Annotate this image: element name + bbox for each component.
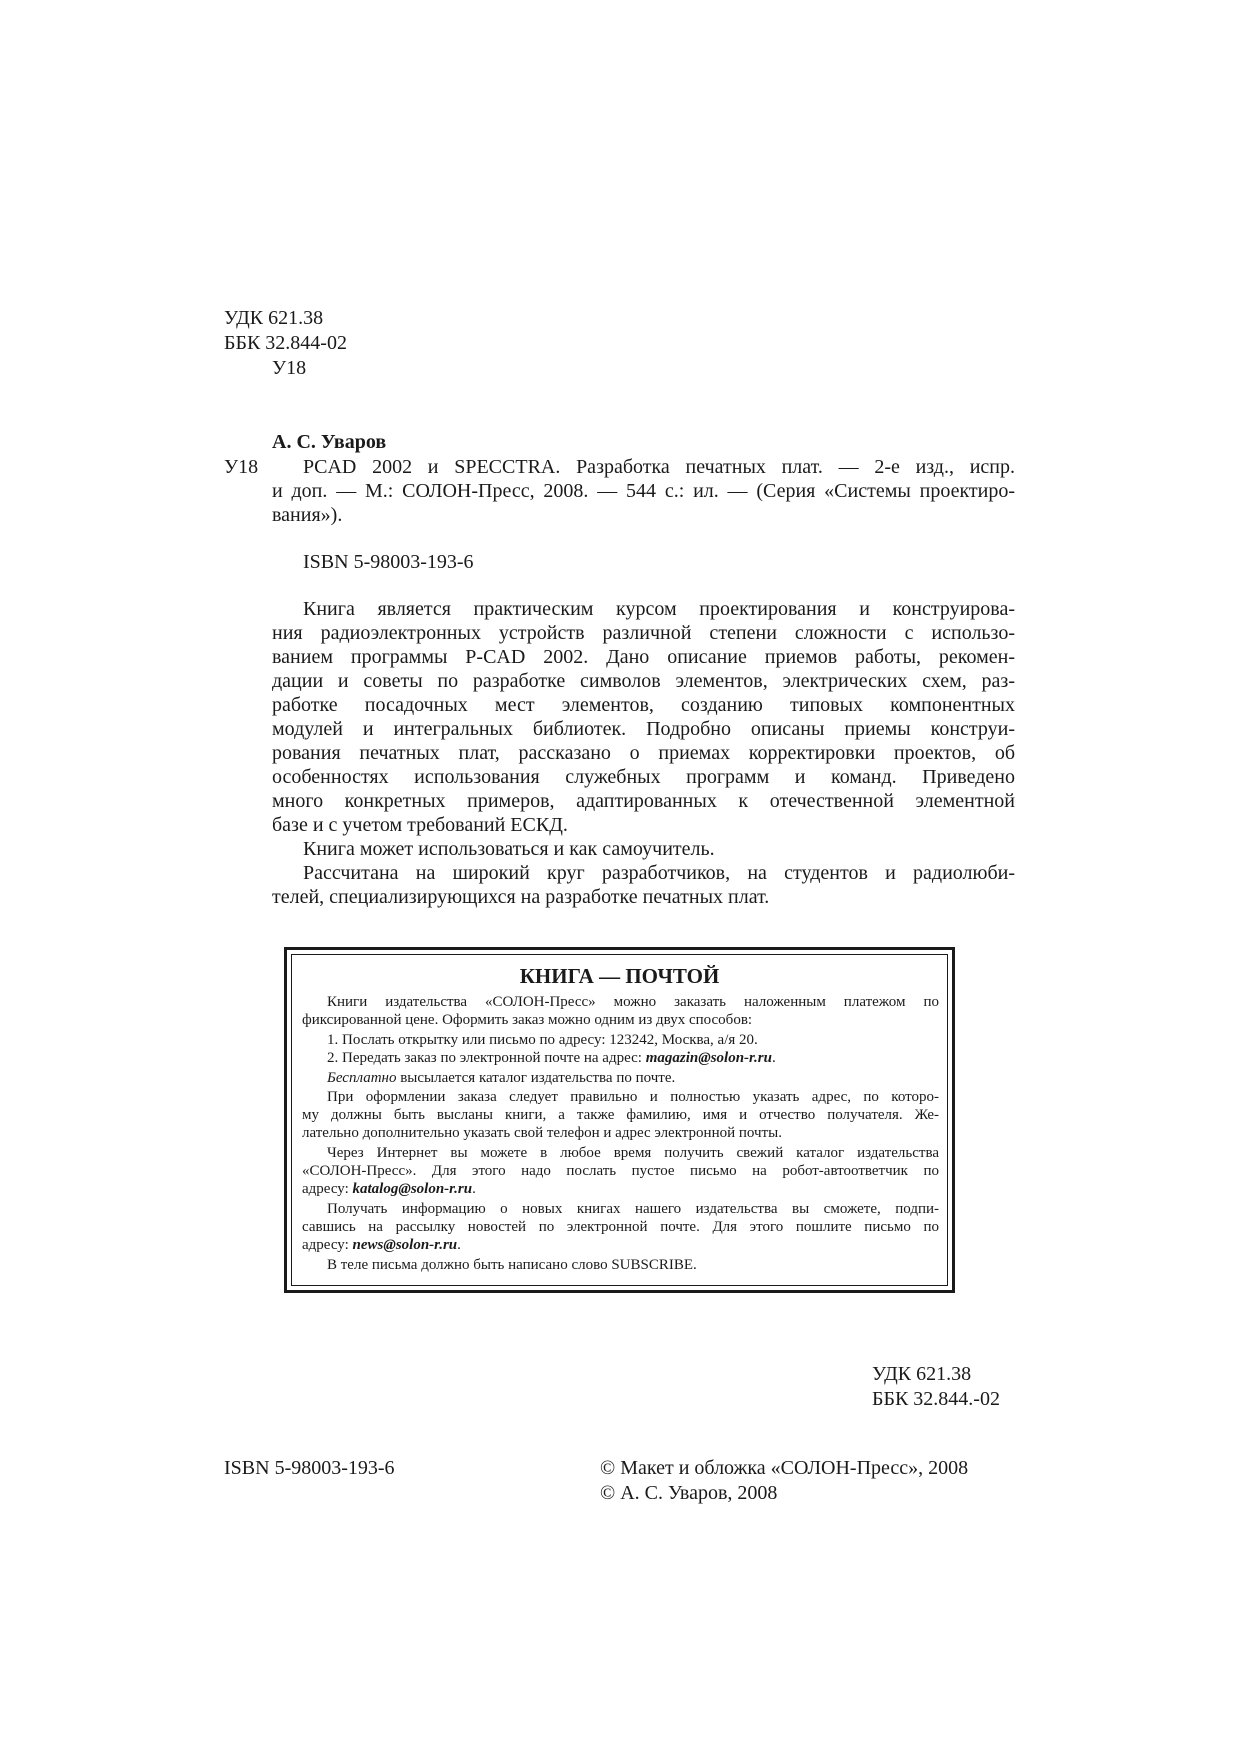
mail-order-box <box>284 947 955 1293</box>
internet-catalog-address <box>302 1180 476 1198</box>
internet-address-prefix: адресу: <box>302 1181 353 1197</box>
annotation-line: дации и советы по разработке символов элементов, электрических схем, раз- <box>272 670 1015 692</box>
order-option-email <box>327 1049 776 1067</box>
annotation-line: базе и с учетом требований ЕСКД. <box>272 814 568 836</box>
footer-bbk: ББК 32.844.-02 <box>872 1388 1000 1410</box>
catalog-email-link[interactable]: katalog@solon-r.ru <box>352 1181 473 1197</box>
order-option-email-text: 2. Передать заказ по электронной почте на адрес: <box>327 1050 646 1066</box>
news-line: савшись на рассылку новостей по электронной почте. Для этого пошлите письмо по <box>302 1219 939 1235</box>
bbk-code: ББК 32.844-02 <box>224 332 347 354</box>
bib-title-line-1: PCAD 2002 и SPECCTRA. Разработка печатных плат. — 2-е изд., испр. <box>303 456 1015 478</box>
internet-catalog-line: Через Интернет вы можете в любое время получить свежий каталог издательства <box>327 1145 939 1161</box>
annotation-line: ния радиоэлектронных устройств различной степени сложности с использо- <box>272 622 1015 644</box>
bib-author-mark: У18 <box>224 456 259 478</box>
annotation-line: модулей и интегральных библиотек. Подробно описаны приемы конструи- <box>272 718 1015 740</box>
annotation-line: много конкретных примеров, адаптированных к отечественной элементной <box>272 790 1015 812</box>
annotation-line: особенностях использования служебных программ и команд. Приведено <box>272 766 1015 788</box>
annotation-line: ванием программы P-CAD 2002. Дано описание приемов работы, рекомен- <box>272 646 1015 668</box>
news-address-prefix: адресу: <box>302 1237 353 1253</box>
order-instructions-line: лательно дополнительно указать свой телефон и адрес электронной почты. <box>302 1125 782 1141</box>
internet-address-end: . <box>472 1181 476 1197</box>
mail-order-intro-line: фиксированной цене. Оформить заказ можно одним из двух способов: <box>302 1012 753 1028</box>
author-name: А. С. Уваров <box>272 431 387 453</box>
news-line: Получать информацию о новых книгах нашего издательства вы сможете, подпи- <box>327 1201 939 1217</box>
annotation-line: работке посадочных мест элементов, созданию типовых компонентных <box>272 694 1015 716</box>
mail-order-intro-line: Книги издательства «СОЛОН-Пресс» можно заказать наложенным платежом по <box>327 994 939 1010</box>
footer-udk: УДК 621.38 <box>872 1363 972 1385</box>
bib-title-line-3: вания»). <box>272 504 343 526</box>
udk-code: УДК 621.38 <box>224 307 324 329</box>
annotation-line: Книга является практическим курсом проектирования и конструирова- <box>303 598 1015 620</box>
free-catalog-note <box>327 1069 675 1087</box>
self-study-note: Книга может использоваться и как самоучитель. <box>303 838 715 860</box>
news-address-end: . <box>457 1237 461 1253</box>
bib-isbn: ISBN 5-98003-193-6 <box>303 551 474 573</box>
news-address <box>302 1236 461 1254</box>
order-option-email-end: . <box>771 1050 776 1066</box>
audience-line: телей, специализирующихся на разработке печатных плат. <box>272 886 770 908</box>
news-email-link[interactable]: news@solon-r.ru <box>352 1237 458 1253</box>
free-word: Бесплатно <box>327 1070 397 1086</box>
copyright-layout: © Макет и обложка «СОЛОН-Пресс», 2008 <box>600 1457 969 1479</box>
free-catalog-text: высылается каталог издательства по почте. <box>396 1070 676 1086</box>
audience-line: Рассчитана на широкий круг разработчиков, на студентов и радиолюби- <box>303 862 1015 884</box>
bib-title-line-2: и доп. — М.: СОЛОН-Пресс, 2008. — 544 с.: ил. — (Серия «Системы проектиро- <box>272 480 1015 502</box>
order-instructions-line: При оформлении заказа следует правильно и полностью указать адрес, по которо- <box>327 1089 939 1105</box>
internet-catalog-line: «СОЛОН-Пресс». Для этого надо послать пустое письмо на робот-автоответчик по <box>302 1163 939 1179</box>
order-option-post: 1. Послать открытку или письмо по адресу: 123242, Москва, а/я 20. <box>327 1032 758 1048</box>
author-mark: У18 <box>272 357 307 379</box>
subscribe-note: В теле письма должно быть написано слово SUBSCRIBE. <box>327 1257 697 1273</box>
mail-order-title: КНИГА — ПОЧТОЙ <box>519 964 720 988</box>
order-instructions-line: му должны быть высланы книги, а также фамилию, имя и отчество получателя. Же- <box>302 1107 939 1123</box>
footer-isbn: ISBN 5-98003-193-6 <box>224 1457 395 1479</box>
copyright-author: © А. С. Уваров, 2008 <box>600 1482 778 1504</box>
annotation-line: рования печатных плат, рассказано о приемах корректировки проектов, об <box>272 742 1015 764</box>
order-email-link[interactable]: magazin@solon-r.ru <box>645 1050 772 1066</box>
